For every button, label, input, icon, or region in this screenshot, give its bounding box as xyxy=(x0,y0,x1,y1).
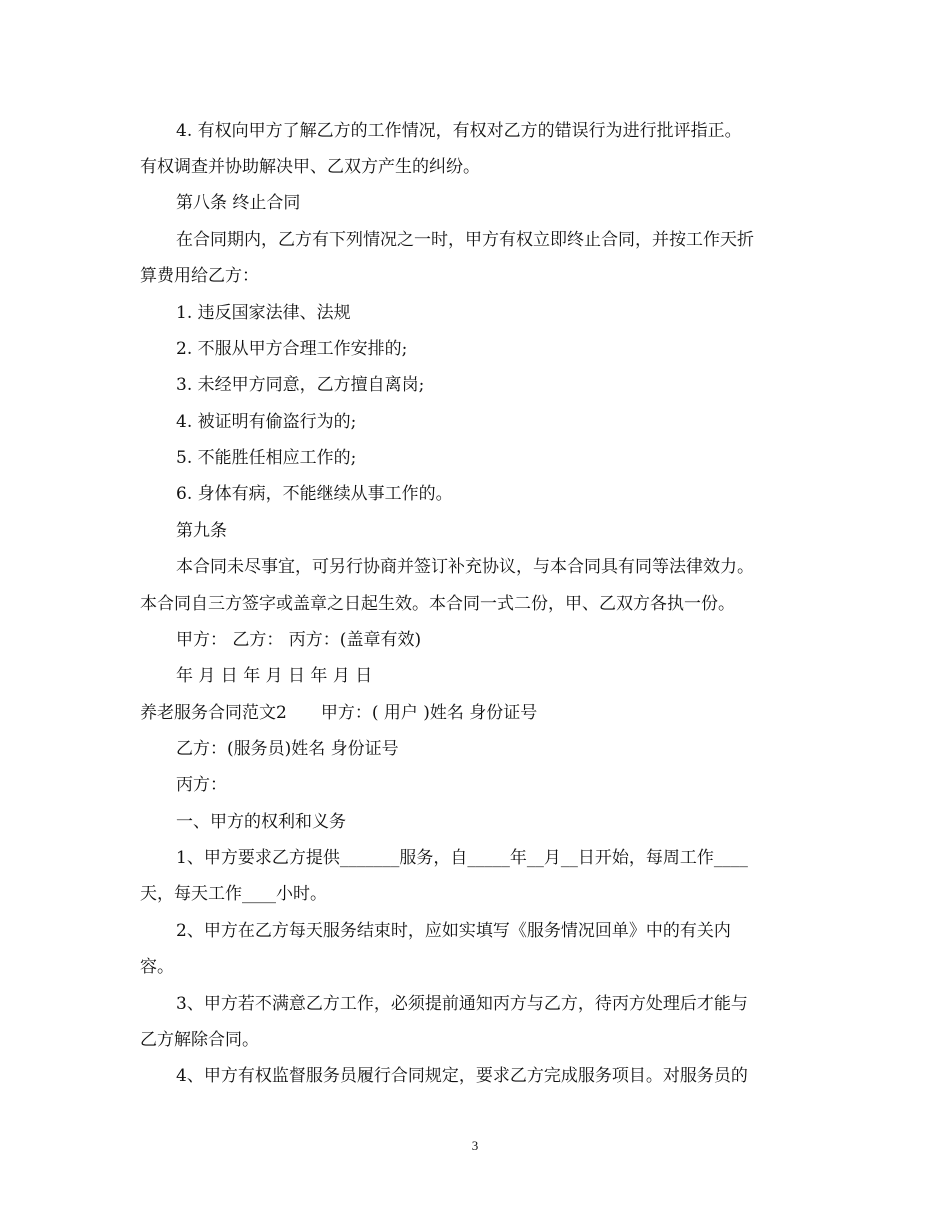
text-line: 2、甲方在乙方每天服务结束时，应如实填写《服务情况回单》中的有关内 xyxy=(176,921,731,941)
text-line: 4、甲方有权监督服务员履行合同规定，要求乙方完成服务项目。对服务员的 xyxy=(176,1066,748,1086)
text-line: 乙方解除合同。 xyxy=(140,1030,259,1050)
text-line: 算费用给乙方： xyxy=(140,266,259,286)
text-line: 4. 有权向甲方了解乙方的工作情况，有权对乙方的错误行为进行批评指正。 xyxy=(176,121,742,141)
list-item: 5. 不能胜任相应工作的; xyxy=(176,448,357,468)
section-heading: 第八条 终止合同 xyxy=(176,193,301,213)
text-line: 本合同未尽事宜，可另行协商并签订补充协议，与本合同具有同等法律效力。 xyxy=(176,557,754,577)
list-item: 4. 被证明有偷盗行为的; xyxy=(176,412,357,432)
date-line: 年 月 日 年 月 日 年 月 日 xyxy=(176,666,373,686)
text-line: 3、甲方若不满意乙方工作，必须提前通知丙方与乙方，待丙方处理后才能与 xyxy=(176,994,748,1014)
section-heading: 一、甲方的权利和义务 xyxy=(176,812,346,832)
list-item: 2. 不服从甲方合理工作安排的; xyxy=(176,339,408,359)
signature-line: 甲方： 乙方： 丙方：(盖章有效) xyxy=(176,630,422,650)
contract-title-line: 养老服务合同范文2 甲方：( 用户 )姓名 身份证号 xyxy=(140,703,538,723)
text-line: 在合同期内，乙方有下列情况之一时，甲方有权立即终止合同，并按工作天折 xyxy=(176,230,754,250)
text-line: 有权调查并协助解决甲、乙双方产生的纠纷。 xyxy=(140,157,480,177)
text-line: 1、甲方要求乙方提供_______服务，自_____年__月__日开始，每周工作____ xyxy=(176,848,748,868)
text-line: 容。 xyxy=(140,957,174,977)
text-line: 丙方： xyxy=(176,775,227,795)
list-item: 6. 身体有病，不能继续从事工作的。 xyxy=(176,484,453,504)
text-line: 本合同自三方签字或盖章之日起生效。本合同一式二份，甲、乙双方各执一份。 xyxy=(140,594,735,614)
list-item: 3. 未经甲方同意，乙方擅自离岗; xyxy=(176,375,425,395)
text-line: 天，每天工作____小时。 xyxy=(140,884,327,904)
page-number: 3 xyxy=(471,1138,479,1153)
section-heading: 第九条 xyxy=(176,521,227,541)
text-line: 乙方：(服务员)姓名 身份证号 xyxy=(176,739,399,759)
list-item: 1. 违反国家法律、法规 xyxy=(176,303,351,323)
